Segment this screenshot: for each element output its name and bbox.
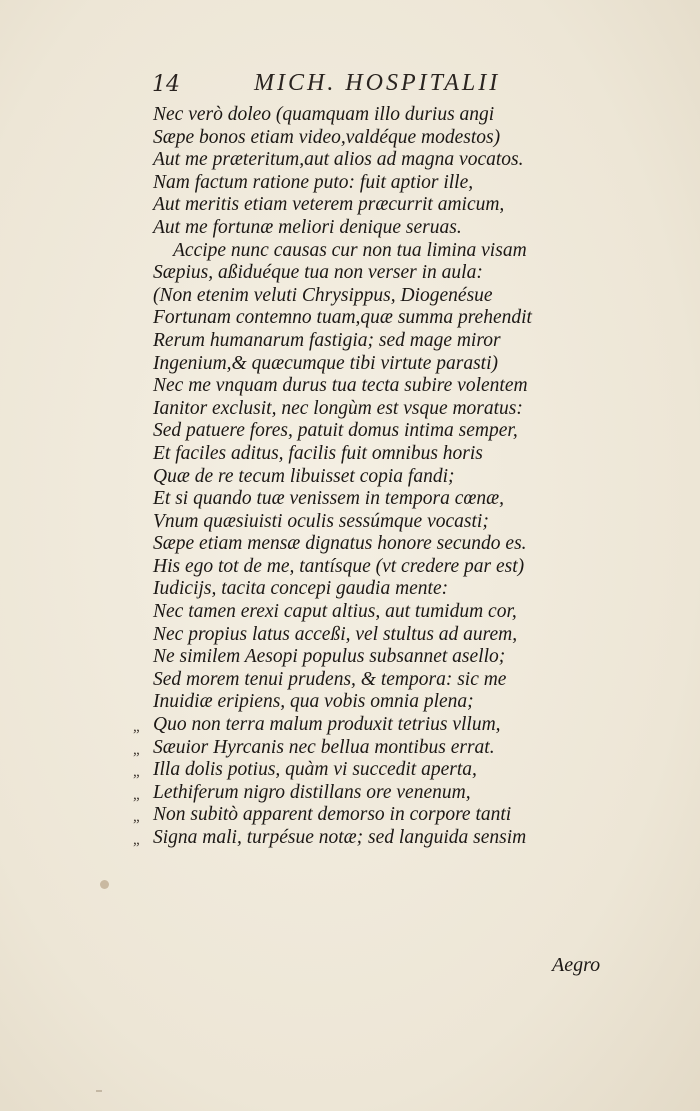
verse-line-text: Non subitò apparent demorso in corpore tanti bbox=[153, 804, 512, 826]
verse-line bbox=[133, 443, 593, 466]
verse-line bbox=[133, 217, 593, 240]
verse-line bbox=[133, 669, 593, 692]
verse-line-text: Ingenium,& quæcumque tibi virtute parasti) bbox=[153, 352, 499, 374]
verse-line-text: Nec me vnquam durus tua tecta subire volentem bbox=[153, 375, 528, 397]
verse-line-text: Sæpius, aßiduéque tua non verser in aula: bbox=[153, 262, 483, 284]
verse-line-text: Sæpe etiam mensæ dignatus honore secundo es. bbox=[153, 533, 527, 555]
verse-line bbox=[133, 127, 593, 150]
verse-line bbox=[133, 488, 593, 511]
verse-line-text: Aut me fortunæ meliori denique seruas. bbox=[153, 216, 462, 238]
verse-line-text: Sæuior Hyrcanis nec bellua montibus errat. bbox=[153, 736, 495, 758]
verse-line-text: Nec propius latus acceßi, vel stultus ad aurem, bbox=[153, 623, 518, 645]
verse-line bbox=[133, 285, 593, 308]
verse-line-text: Signa mali, turpésue notæ; sed languida sensim bbox=[153, 827, 527, 848]
verse-line bbox=[133, 353, 593, 376]
verse-line bbox=[133, 420, 593, 443]
verse-line bbox=[133, 691, 593, 714]
verse-line-text: Accipe nunc causas cur non tua limina visam bbox=[173, 239, 527, 261]
sententia-mark: „ bbox=[133, 764, 140, 781]
verse-line-text: Lethiferum nigro distillans ore venenum, bbox=[153, 781, 471, 803]
verse-line-text: Rerum humanarum fastigia; sed mage miror bbox=[153, 329, 501, 351]
verse-line-text: Aut me præteritum,aut alios ad magna vocatos. bbox=[153, 149, 524, 171]
verse-line bbox=[133, 601, 593, 624]
verse-line-text: Iudicijs, tacita concepi gaudia mente: bbox=[153, 578, 449, 600]
show-through-text bbox=[658, 60, 700, 620]
sententia-mark: „ bbox=[133, 741, 140, 758]
verse-line-text: His ego tot de me, tantísque (vt credere par est) bbox=[153, 555, 525, 577]
sententia-mark: „ bbox=[133, 719, 140, 736]
verse-line-text: Aut meritis etiam veterem præcurrit amicum, bbox=[153, 194, 505, 216]
catchword: Aegro bbox=[552, 954, 601, 976]
sententia-mark: „ bbox=[133, 809, 140, 826]
verse-line bbox=[133, 804, 593, 827]
verse-line-text: Nam factum ratione puto: fuit aptior ille, bbox=[153, 171, 474, 193]
verse-line-text: Sed patuere fores, patuit domus intima semper, bbox=[153, 420, 518, 442]
verse-line-text: Fortunam contemno tuam,quæ summa prehendit bbox=[153, 307, 532, 329]
verse-line bbox=[133, 827, 593, 850]
verse-line-text: Illa dolis potius, quàm vi succedit aperta, bbox=[153, 759, 477, 781]
verse-line-text: Quæ de re tecum libuisset copia fandi; bbox=[153, 465, 455, 487]
verse-line-text: (Non etenim veluti Chrysippus, Diogenésue bbox=[153, 284, 493, 306]
verse-line-text: Ne similem Aesopi populus subsannet asello; bbox=[153, 646, 506, 668]
verse-line bbox=[133, 737, 593, 760]
verse-line bbox=[133, 782, 593, 805]
verse-block bbox=[133, 104, 593, 850]
verse-line-text: Et faciles aditus, facilis fuit omnibus horis bbox=[153, 442, 483, 464]
verse-line bbox=[133, 104, 593, 127]
running-title: MICH. HOSPITALII bbox=[254, 70, 501, 96]
verse-line bbox=[133, 533, 593, 556]
verse-line bbox=[133, 398, 593, 421]
sententia-mark: „ bbox=[133, 786, 140, 803]
verse-line-text: Vnum quæsiuisti oculis sessúmque vocasti; bbox=[153, 510, 489, 532]
verse-line bbox=[133, 646, 593, 669]
verse-line-text: Quo non terra malum produxit tetrius vllum, bbox=[153, 714, 501, 736]
verse-line-text: Nec tamen erexi caput altius, aut tumidum cor, bbox=[153, 601, 517, 623]
verse-line-text: Ianitor exclusit, nec longùm est vsque moratus: bbox=[153, 397, 523, 419]
verse-line-text: Inuidiæ eripiens, qua vobis omnia plena; bbox=[153, 691, 474, 713]
verse-line-text: Sæpe bonos etiam video,valdéque modestos) bbox=[153, 126, 501, 148]
paper-stain bbox=[100, 880, 109, 889]
verse-line bbox=[133, 714, 593, 737]
page-header bbox=[152, 70, 532, 104]
verse-line bbox=[133, 330, 593, 353]
verse-line bbox=[133, 262, 593, 285]
verse-line bbox=[133, 307, 593, 330]
verse-line bbox=[133, 172, 593, 195]
verse-line bbox=[133, 149, 593, 172]
verse-line bbox=[133, 466, 593, 489]
verse-line bbox=[133, 578, 593, 601]
sententia-mark: „ bbox=[133, 832, 140, 848]
verse-line bbox=[133, 375, 593, 398]
verse-line bbox=[133, 240, 593, 263]
paper-mark bbox=[96, 1090, 102, 1092]
verse-line-text: Sed morem tenui prudens, & tempora: sic me bbox=[153, 668, 507, 690]
verse-line-text: Et si quando tuæ venissem in tempora cœnæ, bbox=[153, 488, 504, 510]
verse-line-text: Nec verò doleo (quamquam illo durius angi bbox=[153, 104, 495, 125]
verse-line bbox=[133, 194, 593, 217]
page-number: 14 bbox=[152, 72, 180, 97]
verse-line bbox=[133, 759, 593, 782]
verse-line bbox=[133, 556, 593, 579]
verse-line bbox=[133, 624, 593, 647]
verse-line bbox=[133, 511, 593, 534]
